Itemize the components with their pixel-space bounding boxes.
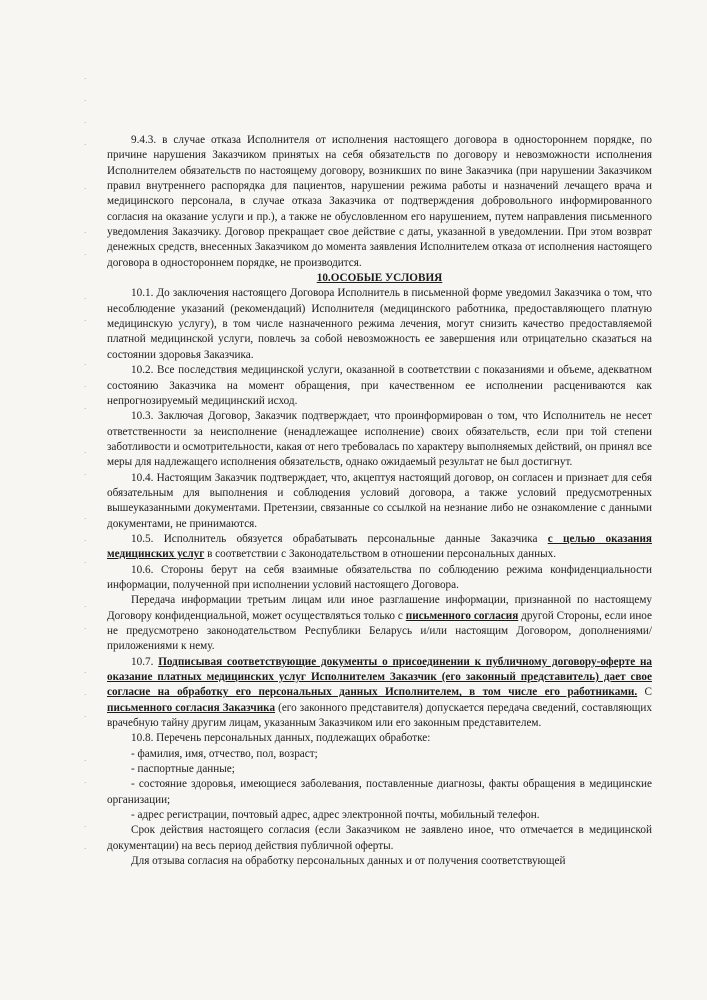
clause-10-5-text: 10.5. Исполнитель обязуется обрабатывать персональные данные Заказчика xyxy=(131,532,548,545)
transfer-tail: другой Стороны, если иное не предусмотрено законодательством Республики Беларусь и/или настоящим Договором, дополнениями/приложениями к нему. xyxy=(107,609,652,653)
clause-10-7-mid: С xyxy=(637,686,652,699)
clause-10-6-transfer xyxy=(107,593,652,654)
clause-10-1: 10.1. До заключения настоящего Договора Исполнитель в письменной форме уведомил Заказчика о том, что несоблюдение указаний (рекомендаций) Исполнителя (медицинского работника, предоставляющего платную медицинскую услугу), в том числе назначенного режима лечения, могут снизить качество предоставляемой платной медицинской услуги, повлечь за собой невозможность ее завершения или отрицательно сказаться на состоянии здоровья Заказчика. xyxy=(107,287,652,361)
list-item: - состояние здоровья, имеющиеся заболевания, поставленные диагнозы, факты обращения в медицинские организации; xyxy=(107,778,652,806)
clause-10-6: 10.6. Стороны берут на себя взаимные обязательства по соблюдению режима конфиденциальности информации, полученной при исполнении условий настоящего Договора. xyxy=(107,563,652,591)
clause-10-3: 10.3. Заключая Договор, Заказчик подтверждает, что проинформирован о том, что Исполнитель не несет ответственности за неисполнение (ненадлежащее исполнение) своих обязательств, если при той степени заботливости и осмотрительности, какая от него требовалась по характеру выполняемых действий, он принял все меры для надлежащего исполнения обязательств, однако ожидаемый результат не был достигнут. xyxy=(107,410,652,469)
clause-10-7-written-consent: письменного согласия Заказчика xyxy=(107,701,276,714)
transfer-text: Передача информации третьим лицам или иное разглашение информации, признанной по настоящему Договору конфиденциальной, может осуществляться только с xyxy=(107,594,652,622)
clause-10-5-emphasis: с целью оказания медицинских услуг xyxy=(107,532,652,561)
consent-term: Срок действия настоящего согласия (если Заказчиком не заявлено иное, что отмечается в медицинской документации) на весь период действия публичной оферты. xyxy=(107,824,652,852)
clause-10-7-number: 10.7. xyxy=(131,655,159,668)
clause-10-7-consent: Подписывая соответствующие документы о присоединении к публичному договору-оферте на оказание платных медицинских услуг Исполнителем Заказчик (его законный представитель) дает свое согласие на обработку его персональных данных Исполнителем, в том числе его работниками. xyxy=(107,655,653,699)
transfer-emphasis: письменного согласия xyxy=(405,609,519,622)
margin-scan-marks: · · · · · · · · · · · · · · · · · · · · · · · · · · xyxy=(84,75,87,853)
clause-10-5-tail: в соответствии с Законодательством в отношении персональных данных. xyxy=(204,548,557,561)
document-body xyxy=(107,133,652,870)
clause-10-4: 10.4. Настоящим Заказчик подтверждает, что, акцептуя настоящий договор, он согласен и признает для себя обязательным для выполнения и соблюдения условий договора, а также условий предусмотренных вышеуказанными документами. Претензии, связанные со ссылкой на незнание либо не ознакомление с данными документами, не принимаются. xyxy=(107,471,652,530)
clause-10-5 xyxy=(107,532,652,563)
section-title: 10.ОСОБЫЕ УСЛОВИЯ xyxy=(316,272,443,285)
clause-10-7 xyxy=(107,655,652,732)
clause-10-8: 10.8. Перечень персональных данных, подлежащих обработке: xyxy=(131,732,431,745)
clause-10-2: 10.2. Все последствия медицинской услуги, оказанной в соответствии с показаниями и объеме, адекватном состоянию Заказчика на момент обращения, при качественном ее исполнении расцениваются как непрогнозируемый медицинский исход. xyxy=(107,364,652,407)
list-item: - фамилия, имя, отчество, пол, возраст; xyxy=(131,747,318,760)
clause-9-4-3: 9.4.3. в случае отказа Исполнителя от исполнения настоящего договора в одностороннем порядке, по причине нарушения Заказчиком принятых на себя обязательств по договору и невозможности исполнения Исполнителем обязательств по настоящему договору, возникших по вине Заказчика (при нарушении Заказчиком правил внутреннего распорядка для пациентов, нарушении режима работы и назначений лечащего врача и медицинского персонала, в случае отказа Заказчика от подтверждения добровольного информированного согласия на оказание услуги и пр.), а также не обусловленном его нарушением, путем направления письменного уведомления Заказчику. Договор прекращает свое действие с даты, указанной в уведомлении. При этом возврат денежных средств, внесенных Заказчиком до момента заявления Исполнителем отказа от исполнения настоящего договора в одностороннем порядке, не производится. xyxy=(107,134,652,269)
clause-10-7-tail: (его законного представителя) допускается передача сведений, составляющих врачебную тайну другим лицам, указанным Заказчиком или его законным представителем. xyxy=(107,701,652,730)
consent-withdrawal: Для отзыва согласия на обработку персональных данных и от получения соответствующей xyxy=(131,855,566,868)
list-item: - паспортные данные; xyxy=(131,763,235,776)
list-item: - адрес регистрации, почтовый адрес, адрес электронной почты, мобильный телефон. xyxy=(131,809,540,822)
